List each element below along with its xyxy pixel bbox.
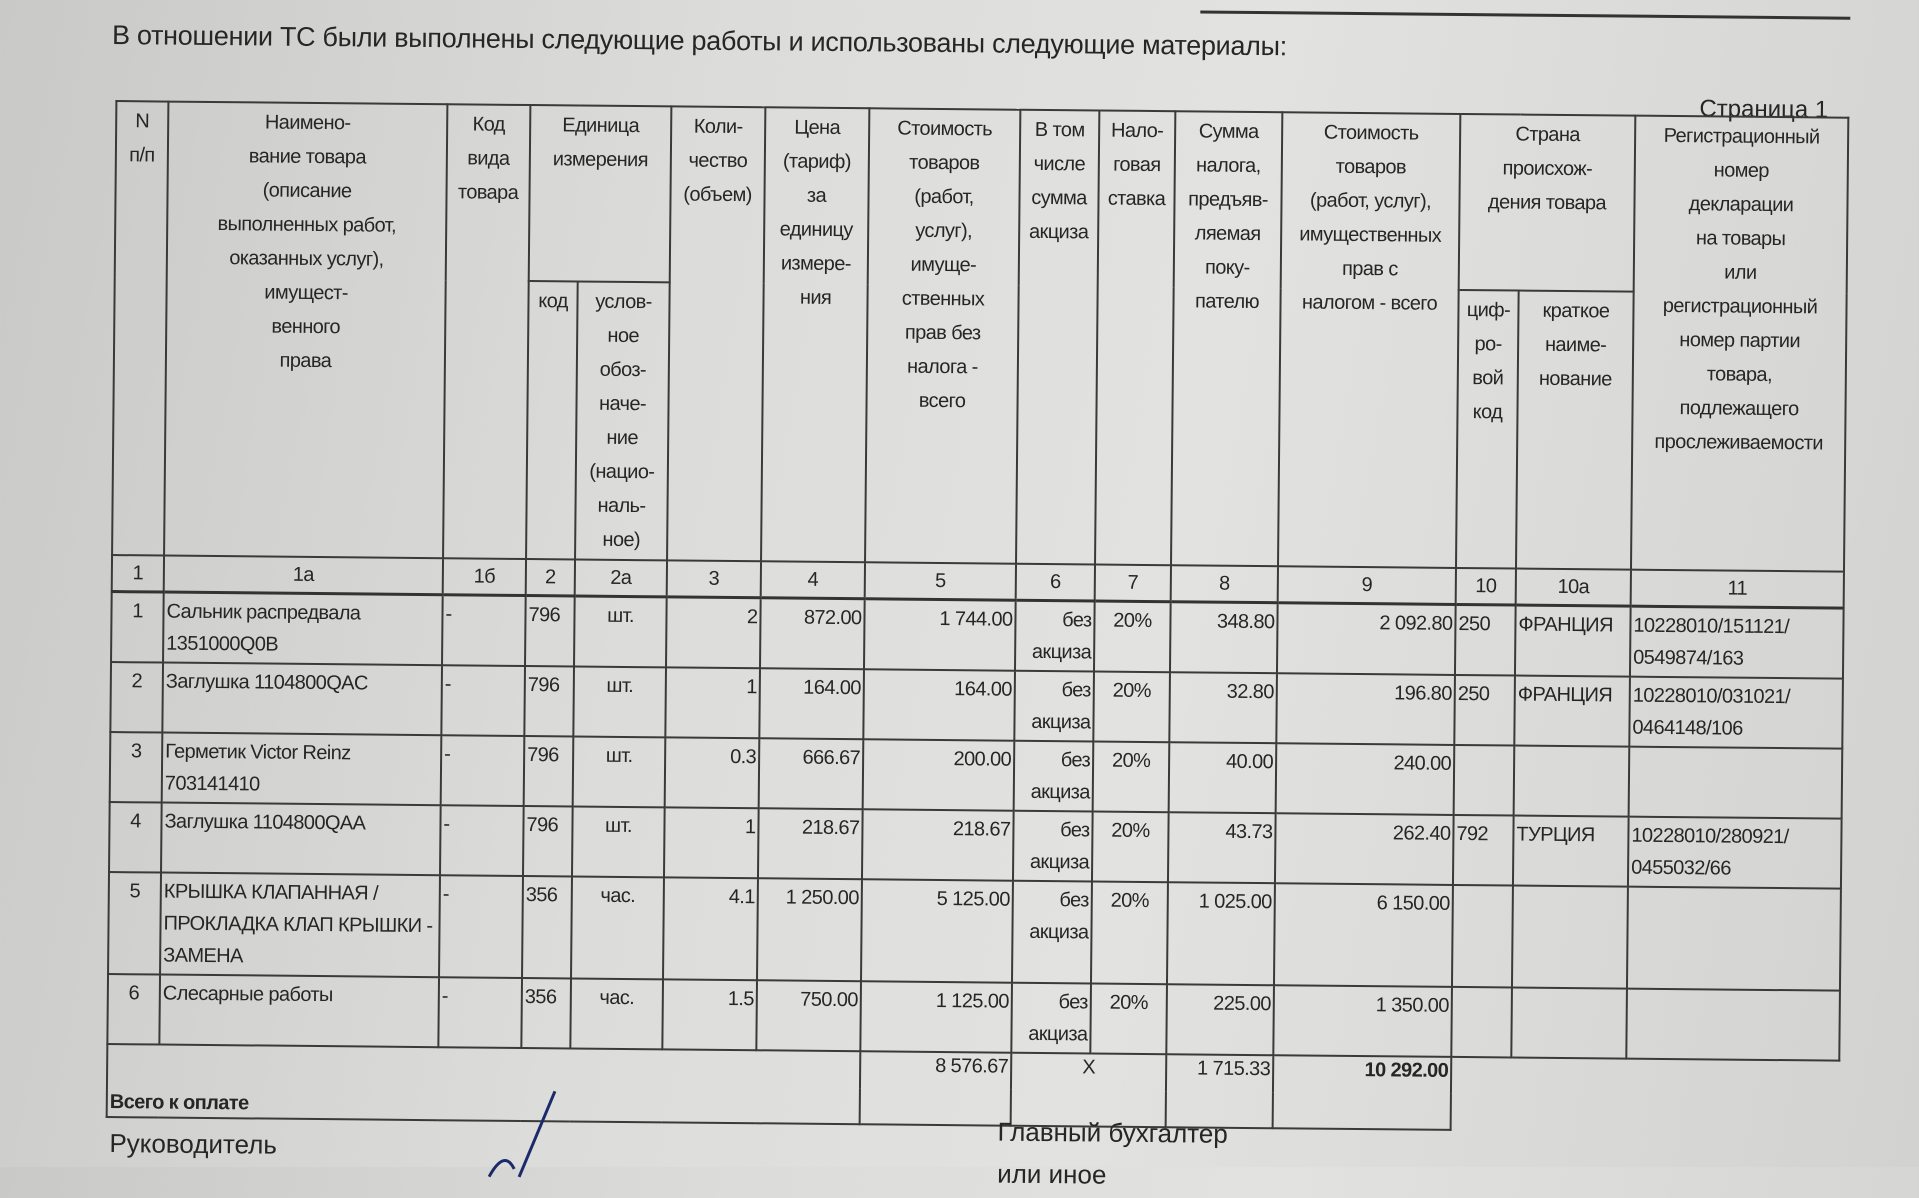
cell-total: 1 350.00: [1273, 985, 1452, 1057]
cell-ccode: [1452, 885, 1513, 988]
cell-kind: -: [438, 977, 522, 1048]
cell-reg: 10228010/031021/ 0464148/106: [1629, 677, 1843, 749]
totals-tax: 1 715.33: [1166, 1054, 1274, 1128]
director-label: Руководитель: [109, 1128, 278, 1160]
cell-kind: -: [441, 665, 525, 736]
header-tax-sum: Сумма налога, предъяв- ляемая поку- пателю: [1171, 111, 1282, 566]
cell-ccode: 792: [1453, 815, 1514, 886]
totals-excise: X: [1011, 1053, 1167, 1127]
works-materials-table: [106, 100, 1850, 1135]
cell-unit-code: 796: [524, 666, 574, 736]
cell-cost: 218.67: [862, 809, 1014, 880]
cell-rate: 20%: [1090, 983, 1167, 1054]
cell-price: 750.00: [756, 980, 861, 1051]
cell-excise: без акциза: [1015, 600, 1095, 671]
cell-unit: час.: [571, 876, 664, 979]
cell-unit: шт.: [574, 596, 667, 667]
cell-tax: 348.80: [1170, 602, 1278, 674]
cell-kind: -: [440, 805, 524, 876]
cell-total: 2 092.80: [1277, 603, 1456, 675]
cell-qty: 0.3: [665, 737, 760, 808]
header-name: Наимено- вание товара (описание выполненных работ, оказанных услуг), имущест- венного права: [164, 102, 447, 559]
cell-kind: -: [441, 735, 525, 806]
header-excise: В том числе сумма акциза: [1016, 110, 1099, 565]
cell-qty: 1: [664, 807, 759, 878]
column-number: 5: [865, 562, 1016, 600]
header-num: N п/п: [112, 101, 168, 555]
cell-cname: [1514, 746, 1630, 817]
cell-unit-code: 796: [523, 806, 573, 876]
cell-price: 872.00: [760, 598, 865, 669]
cell-cost: 5 125.00: [861, 879, 1013, 982]
cell-name: КРЫШКА КЛАПАННАЯ / ПРОКЛАДКА КЛАП КРЫШКИ - ЗАМЕНА: [160, 873, 440, 978]
header-qty: Коли- чество (объем): [667, 106, 765, 561]
cell-unit: шт.: [572, 806, 665, 877]
cell-qty: 1.5: [662, 979, 757, 1050]
cell-cost: 200.00: [863, 739, 1015, 810]
cell-kind: -: [439, 875, 523, 978]
cell-qty: 2: [666, 597, 761, 668]
table-row: [108, 872, 1841, 991]
cell-ccode: [1451, 987, 1512, 1058]
cell-cname: ФРАНЦИЯ: [1515, 605, 1631, 677]
cell-name: Герметик Victor Reinz 703141410: [162, 733, 442, 806]
cell-ccode: [1454, 745, 1515, 816]
totals-total: 10 292.00: [1273, 1055, 1452, 1130]
cell-cname: ФРАНЦИЯ: [1514, 676, 1630, 747]
header-kind-code: Код вида товара: [443, 104, 530, 559]
header-cost-no-tax: Стоимость товаров (работ, услуг), имуще- ственных прав без налога - всего: [865, 108, 1020, 563]
accountant-label-cont: или иное: [997, 1158, 1107, 1190]
cell-reg: 10228010/280921/ 0455032/66: [1628, 817, 1842, 889]
column-number: 1а: [164, 556, 443, 595]
column-number: 10: [1456, 568, 1516, 605]
cell-ccode: 250: [1455, 604, 1516, 675]
cell-unit-code: 796: [524, 736, 574, 806]
cell-tax: 225.00: [1166, 984, 1274, 1055]
column-number: 2а: [575, 559, 667, 596]
header-tax-rate: Нало- говая ставка: [1095, 111, 1175, 566]
cell-cost: 164.00: [863, 669, 1015, 740]
cell-n: 5: [108, 872, 161, 974]
column-number: 6: [1016, 564, 1095, 601]
cell-reg: [1626, 989, 1840, 1061]
column-number: 3: [667, 560, 761, 597]
cell-price: 1 250.00: [757, 878, 862, 981]
cell-excise: без акциза: [1011, 983, 1091, 1054]
column-number: 8: [1171, 565, 1278, 603]
cell-unit-code: 796: [525, 596, 575, 667]
header-unit-symbol: услов- ное обоз- наче- ние (нацио- наль- ное): [575, 282, 670, 561]
cell-excise: без акциза: [1012, 881, 1092, 984]
column-number: 1: [112, 555, 164, 592]
cell-unit: шт.: [573, 666, 666, 737]
cell-rate: 20%: [1091, 881, 1168, 984]
cell-kind: -: [442, 595, 526, 666]
column-number: 10а: [1516, 569, 1631, 607]
page-label: Страница 1: [1699, 95, 1829, 124]
cell-cost: 1 744.00: [864, 599, 1016, 671]
cell-n: 4: [109, 802, 162, 872]
cell-n: 2: [110, 662, 163, 732]
cell-n: 3: [110, 732, 163, 802]
header-country: Страна происхож- дения товара: [1459, 114, 1636, 292]
cell-cost: 1 125.00: [860, 981, 1012, 1052]
signature-mark: [479, 1089, 570, 1180]
cell-excise: без акциза: [1014, 741, 1094, 812]
column-number: 7: [1095, 564, 1171, 601]
cell-excise: без акциза: [1013, 811, 1093, 882]
header-cost-with-tax: Стоимость товаров (работ, услуг), имущественных прав с налогом - всего: [1278, 112, 1460, 568]
cell-rate: 20%: [1093, 671, 1170, 742]
cell-total: 6 150.00: [1274, 883, 1453, 987]
accountant-label: Главный бухгалтер: [997, 1116, 1228, 1149]
header-country-code: циф- ро- вой код: [1456, 290, 1519, 569]
cell-reg: [1627, 887, 1841, 991]
cell-qty: 4.1: [663, 877, 758, 980]
column-number: 1б: [443, 558, 526, 595]
column-number: 2: [526, 559, 575, 596]
cell-reg: 10228010/151121/ 0549874/163: [1630, 606, 1844, 679]
cell-price: 164.00: [759, 668, 864, 739]
cell-cname: [1511, 988, 1627, 1059]
cell-excise: без акциза: [1014, 671, 1094, 742]
cell-reg: [1629, 747, 1843, 819]
cell-rate: 20%: [1092, 811, 1169, 882]
header-price: Цена (тариф) за единицу измере- ния: [761, 107, 869, 562]
cell-name: Сальник распредвала 1351000Q0B: [163, 592, 443, 665]
cell-name: Заглушка 1104800QAA: [161, 803, 441, 876]
header-country-name: краткое наиме- нование: [1516, 291, 1634, 570]
cell-n: 1: [111, 592, 164, 663]
signature-line: [1200, 10, 1850, 19]
totals-cost: 8 576.67: [860, 1051, 1012, 1125]
cell-tax: 1 025.00: [1167, 882, 1275, 985]
cell-tax: 43.73: [1168, 812, 1276, 883]
document-title: В отношении ТС были выполнены следующие работы и использованы следующие материалы:: [111, 20, 1288, 62]
cell-rate: 20%: [1094, 601, 1171, 672]
cell-n: 6: [107, 974, 160, 1044]
cell-unit-code: 356: [521, 978, 571, 1048]
cell-tax: 40.00: [1169, 742, 1277, 813]
cell-tax: 32.80: [1169, 672, 1277, 743]
cell-cname: ТУРЦИЯ: [1513, 816, 1629, 887]
cell-unit: шт.: [573, 736, 666, 807]
cell-price: 218.67: [758, 808, 863, 879]
cell-rate: 20%: [1093, 741, 1170, 812]
cell-qty: 1: [665, 667, 760, 738]
column-number: 9: [1278, 566, 1456, 604]
cell-name: Заглушка 1104800QAC: [162, 663, 442, 736]
cell-total: 240.00: [1276, 743, 1455, 815]
header-unit: Единица измерения: [529, 105, 672, 282]
cell-name: Слесарные работы: [159, 975, 439, 1048]
header-reg-number: Регистрационный номер декларации на товары или регистрационный номер партии товара, подлежащего прослеживаемости: [1631, 116, 1848, 572]
cell-price: 666.67: [759, 738, 864, 809]
header-unit-code: код: [526, 281, 578, 559]
cell-total: 196.80: [1276, 673, 1455, 745]
totals-label: Всего к оплате: [107, 1044, 861, 1124]
column-number: 11: [1631, 570, 1844, 609]
cell-unit-code: 356: [522, 876, 572, 978]
column-number: 4: [761, 561, 865, 598]
cell-total: 262.40: [1275, 813, 1454, 885]
cell-cname: [1512, 886, 1628, 989]
cell-ccode: 250: [1454, 675, 1515, 746]
cell-unit: час.: [570, 978, 663, 1049]
